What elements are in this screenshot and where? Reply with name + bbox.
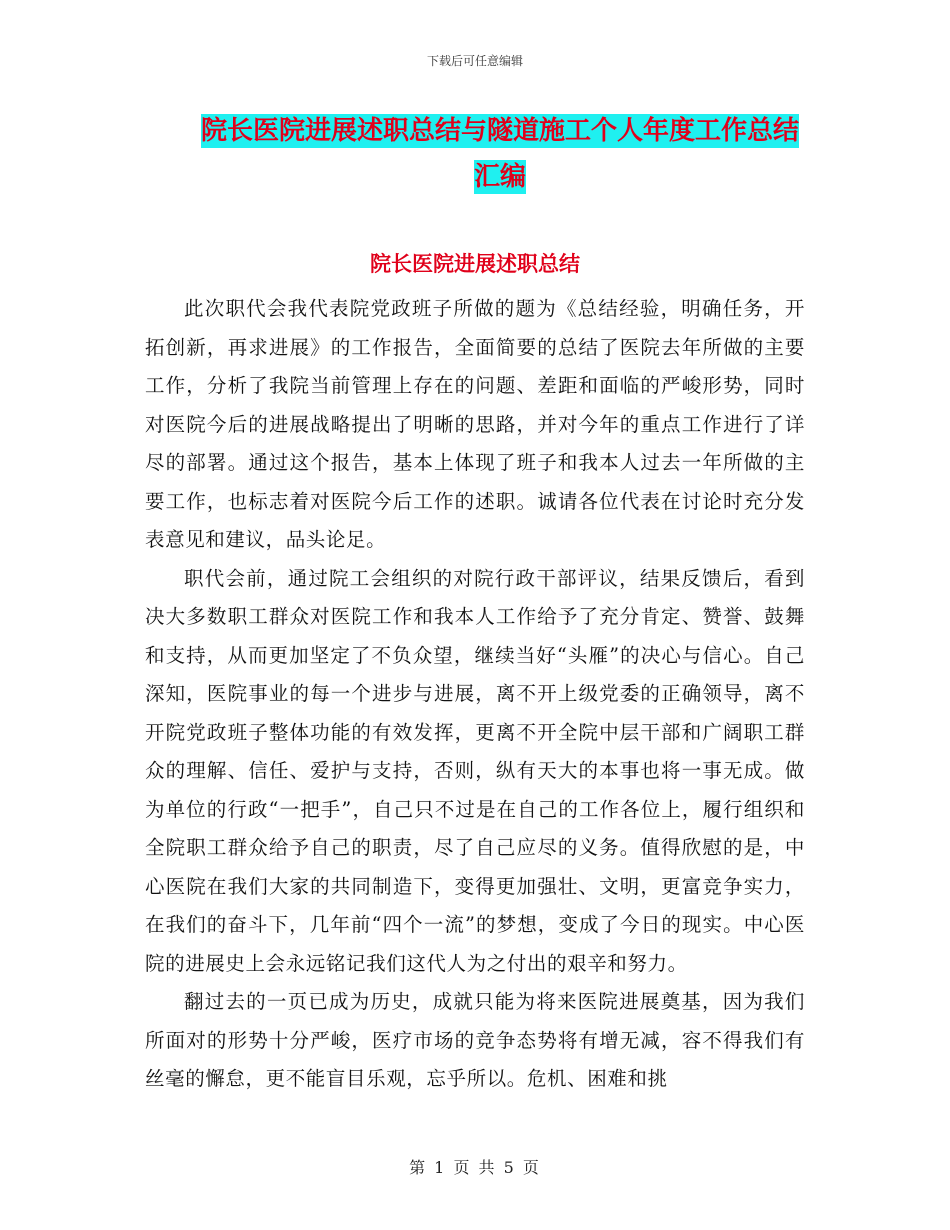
paragraph-3: 翻过去的一页已成为历史，成就只能为将来医院进展奠基，因为我们所面对的形势十分严峻，医疗市场的竞争态势将有增无减，容不得我们有丝毫的懈怠，更不能盲目乐观，忘乎所以。危机、困难和挑 [145, 990, 805, 1090]
title-line-1: 院长医院进展述职总结与隧道施工个人年度工作总结 [200, 116, 799, 146]
paragraph-2: 职代会前，通过院工会组织的对院行政干部评议，结果反馈后，看到决大多数职工群众对医院工作和我本人工作给予了充分肯定、赞誉、鼓舞和支持，从而更加坚定了不负众望，继续当好“头雁”的决心与信心。自己深知，医院事业的每一个进步与进展，离不开上级党委的正确领导，离不开院党政班子整体功能的有效发挥，更离不开全院中层干部和广阔职工群众的理解、信任、爱护与支持，否则，纵有天大的本事也将一事无成。做为单位的行政“一把手”，自己只不过是在自己的工作各位上，履行组织和全院职工群众给予自己的职责，尽了自己应尽的义务。值得欣慰的是，中心医院在我们大家的共同制造下，变得更加强壮、文明，更富竞争实力，在我们的奋斗下，几年前“四个一流”的梦想，变成了今日的现实。中心医院的进展史上会永远铭记我们这代人为之付出的艰辛和努力。 [145, 566, 805, 975]
page-footer: 第 1 页 共 5 页 [409, 1158, 541, 1177]
header-note: 下载后可任意编辑 [426, 54, 523, 68]
document-body [145, 290, 805, 1099]
title-line-2: 汇编 [473, 162, 526, 192]
section-title: 院长医院进展述职总结 [370, 251, 580, 276]
paragraph-1: 此次职代会我代表院党政班子所做的题为《总结经验，明确任务，开拓创新，再求进展》的工作报告，全面简要的总结了医院去年所做的主要工作，分析了我院当前管理上存在的问题、差距和面临的严峻形势，同时对医院今后的进展战略提出了明晰的思路，并对今年的重点工作进行了详尽的部署。通过这个报告，基本上体现了班子和我本人过去一年所做的主要工作，也标志着对医院今后工作的述职。诚请各位代表在讨论时充分发表意见和建议，品头论足。 [145, 297, 805, 551]
document-title [120, 108, 880, 200]
